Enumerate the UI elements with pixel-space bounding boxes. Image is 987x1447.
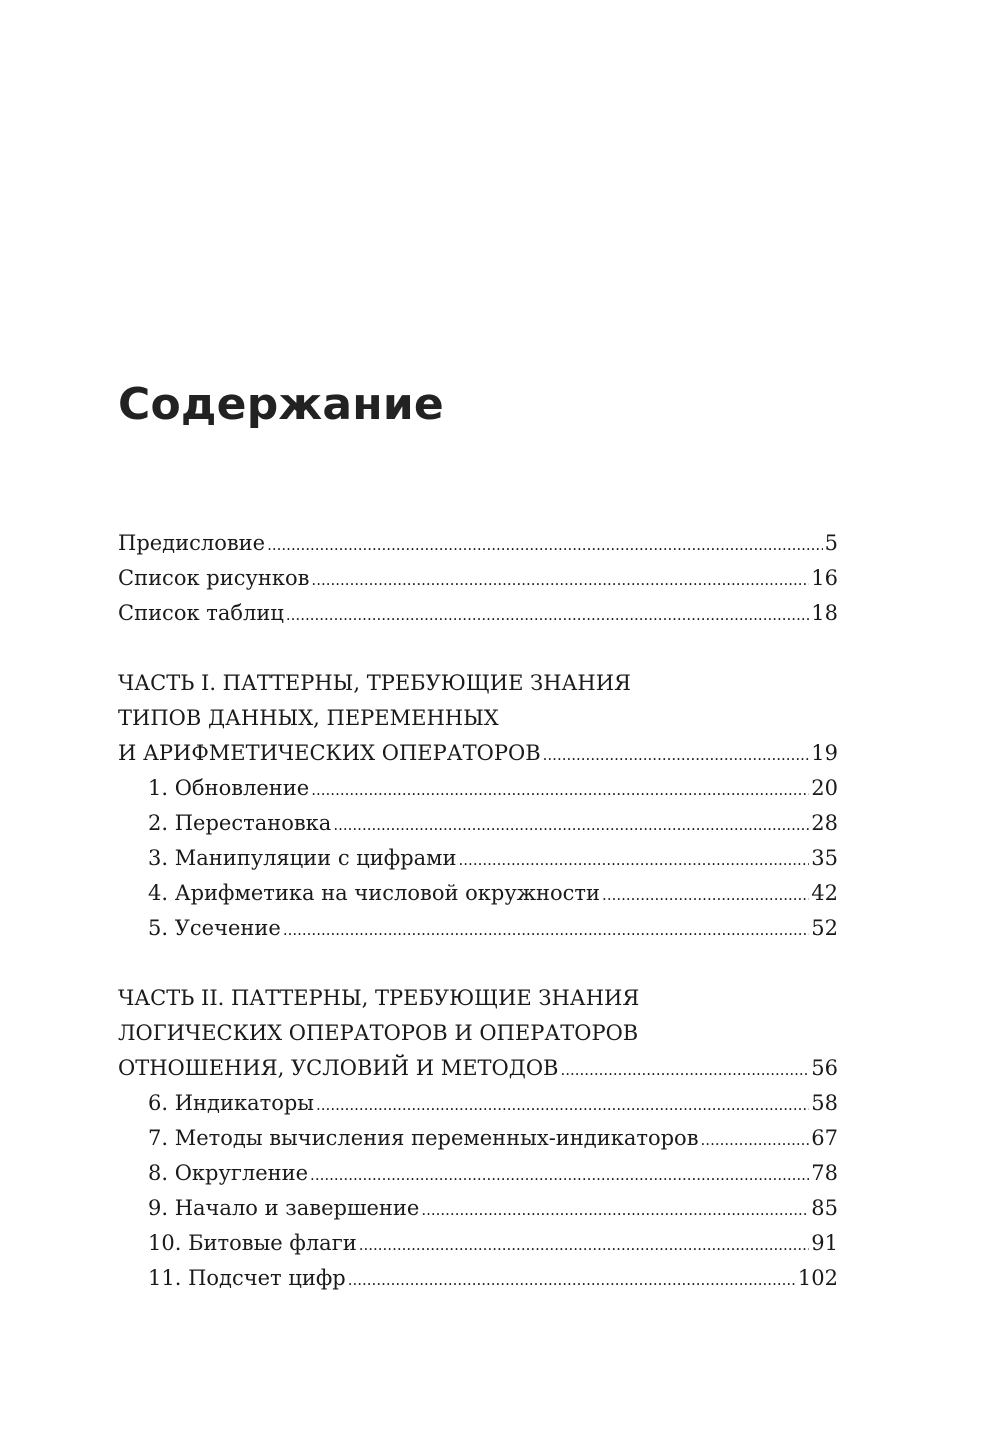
- dot-leader: [602, 876, 809, 913]
- toc-entry-chapter-8[interactable]: [118, 1156, 838, 1191]
- toc-page-number: 20: [811, 776, 838, 800]
- toc-entry-label: 4. Арифметика на числовой окружности: [148, 881, 601, 905]
- part-1-section: [118, 666, 838, 946]
- toc-entry-chapter-6[interactable]: [118, 1086, 838, 1121]
- toc-entry-chapter-1[interactable]: [118, 771, 838, 806]
- part-2-section: [118, 981, 838, 1296]
- toc-page-number: 5: [824, 531, 838, 555]
- toc-entry-chapter-11[interactable]: [118, 1261, 838, 1296]
- toc-page-number: 91: [811, 1231, 838, 1255]
- toc-page-number: 58: [811, 1091, 838, 1115]
- toc-page-number: 78: [811, 1161, 838, 1185]
- dot-leader: [286, 596, 809, 633]
- toc-page-number: 67: [811, 1126, 838, 1150]
- toc-entry-label: Список рисунков: [118, 566, 310, 590]
- toc-entry-label: Список таблиц: [118, 601, 284, 625]
- dot-leader: [283, 911, 809, 948]
- toc-entry-chapter-9[interactable]: [118, 1191, 838, 1226]
- toc-entry-label: И АРИФМЕТИЧЕСКИХ ОПЕРАТОРОВ: [118, 741, 541, 765]
- toc-entry-chapter-2[interactable]: [118, 806, 838, 841]
- toc-entry-label: 10. Битовые флаги: [148, 1231, 357, 1255]
- dot-leader: [333, 806, 809, 843]
- toc-page-number: 35: [811, 846, 838, 870]
- toc-page-number: 42: [811, 881, 838, 905]
- part-title-line: ЧАСТЬ I. ПАТТЕРНЫ, ТРЕБУЮЩИЕ ЗНАНИЯ: [118, 671, 632, 695]
- front-matter-section: [118, 526, 838, 631]
- toc-page-number: 85: [811, 1196, 838, 1220]
- dot-leader: [348, 1261, 796, 1298]
- toc-entry-part-1[interactable]: [118, 736, 838, 771]
- toc-entry-chapter-10[interactable]: [118, 1226, 838, 1261]
- dot-leader: [560, 1051, 809, 1088]
- toc-entry-label: 9. Начало и завершение: [148, 1196, 420, 1220]
- toc-entry-label: Предисловие: [118, 531, 266, 555]
- toc-page-number: 28: [811, 811, 838, 835]
- toc-entry-part-2[interactable]: [118, 1051, 838, 1086]
- toc-entry-chapter-5[interactable]: [118, 911, 838, 946]
- toc-entry-label: ОТНОШЕНИЯ, УСЛОВИЙ И МЕТОДОВ: [118, 1056, 559, 1080]
- toc-entry-label: 1. Обновление: [148, 776, 310, 800]
- toc-entry-label: 11. Подсчет цифр: [148, 1266, 346, 1290]
- toc-entry-preface[interactable]: [118, 526, 838, 561]
- toc-page-number: 16: [811, 566, 838, 590]
- part-title-line: ЛОГИЧЕСКИХ ОПЕРАТОРОВ И ОПЕРАТОРОВ: [118, 1021, 639, 1045]
- part-title-line: ЧАСТЬ II. ПАТТЕРНЫ, ТРЕБУЮЩИЕ ЗНАНИЯ: [118, 986, 640, 1010]
- toc-entry-chapter-7[interactable]: [118, 1121, 838, 1156]
- dot-leader: [543, 736, 810, 773]
- page-title: Содержание: [118, 379, 444, 430]
- toc-page-number: 19: [811, 741, 838, 765]
- dot-leader: [421, 1191, 809, 1228]
- toc-entry-label: 8. Округление: [148, 1161, 309, 1185]
- dot-leader: [310, 1156, 809, 1193]
- toc-page-number: 52: [811, 916, 838, 940]
- dot-leader: [311, 771, 809, 808]
- dot-leader: [701, 1121, 810, 1158]
- toc-entry-label: 7. Методы вычисления переменных-индикаторов: [148, 1126, 699, 1150]
- part-title-line: ТИПОВ ДАННЫХ, ПЕРЕМЕННЫХ: [118, 706, 499, 730]
- toc-entry-chapter-4[interactable]: [118, 876, 838, 911]
- toc-page-number: 56: [811, 1056, 838, 1080]
- toc-entry-label: 6. Индикаторы: [148, 1091, 315, 1115]
- dot-leader: [359, 1226, 810, 1263]
- table-of-contents: [118, 526, 838, 1296]
- dot-leader: [267, 526, 823, 563]
- toc-entry-list-of-figures[interactable]: [118, 561, 838, 596]
- toc-page-number: 102: [797, 1266, 838, 1290]
- toc-entry-label: 5. Усечение: [148, 916, 281, 940]
- toc-page-number: 18: [811, 601, 838, 625]
- dot-leader: [316, 1086, 809, 1123]
- section-spacer: [118, 946, 838, 981]
- toc-entry-list-of-tables[interactable]: [118, 596, 838, 631]
- toc-entry-label: 2. Перестановка: [148, 811, 332, 835]
- dot-leader: [311, 561, 809, 598]
- section-spacer: [118, 631, 838, 666]
- dot-leader: [459, 841, 810, 878]
- toc-entry-chapter-3[interactable]: [118, 841, 838, 876]
- toc-entry-label: 3. Манипуляции с цифрами: [148, 846, 457, 870]
